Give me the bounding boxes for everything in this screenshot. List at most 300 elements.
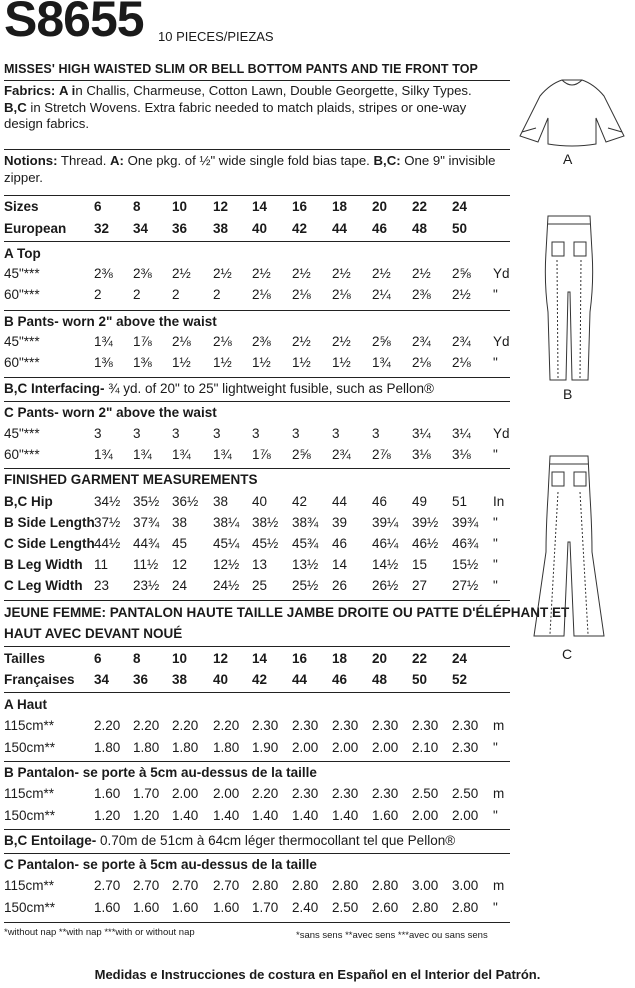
cell-value: 2¾ — [412, 334, 431, 349]
table-row — [0, 494, 520, 514]
cell-value: 2.70 — [213, 878, 240, 893]
cell-value: 2.50 — [412, 786, 439, 801]
cell-value: 12 — [213, 199, 229, 214]
cell-value: 26 — [332, 578, 348, 593]
divider — [4, 310, 510, 311]
row-label: 45"*** — [4, 266, 40, 281]
cell-value: 24 — [452, 199, 468, 214]
row-label: 115cm** — [4, 878, 55, 893]
cell-value: 1.60 — [133, 900, 160, 915]
cell-value: 42 — [252, 672, 268, 687]
table-row — [0, 515, 520, 535]
cell-value: 50 — [412, 672, 428, 687]
cell-value: 1¾ — [94, 447, 113, 462]
table-row — [0, 221, 520, 241]
table-row — [0, 536, 520, 556]
cell-value: 44¾ — [133, 536, 160, 551]
cell-value: 46 — [332, 672, 348, 687]
cell-value: 37½ — [94, 515, 121, 530]
unit-label: m — [493, 878, 505, 893]
unit-label: " — [493, 740, 498, 755]
cell-value: 32 — [94, 221, 110, 236]
row-label: 60"*** — [4, 447, 40, 462]
cell-value: 2¾ — [332, 447, 351, 462]
notions-block — [4, 153, 510, 186]
cell-value: 1¾ — [94, 334, 113, 349]
cell-value: 2⅜ — [412, 287, 431, 302]
cell-value: 2.30 — [412, 718, 439, 733]
top-a-illustration — [516, 70, 628, 150]
pattern-number: S8655 — [4, 0, 144, 47]
cell-value: 38½ — [252, 515, 279, 530]
cell-value: 2½ — [292, 266, 311, 281]
cell-value: 2.30 — [452, 740, 479, 755]
cell-value: 1.80 — [133, 740, 160, 755]
cell-value: 2.00 — [412, 808, 439, 823]
unit-label: Yd — [493, 334, 510, 349]
cell-value: 10 — [172, 199, 188, 214]
cell-value: 2 — [172, 287, 180, 302]
cell-value: 44½ — [94, 536, 121, 551]
footnote-french: *sans sens **avec sens ***avec ou sans sens — [296, 930, 488, 941]
cell-value: 2⅞ — [372, 447, 391, 462]
row-label: B Leg Width — [4, 557, 83, 572]
cell-value: 1¾ — [372, 355, 391, 370]
cell-value: 6 — [94, 199, 102, 214]
cell-value: 1¾ — [133, 447, 152, 462]
cell-value: 2½ — [412, 266, 431, 281]
cell-value: 2.80 — [372, 878, 399, 893]
divider — [4, 401, 510, 402]
cell-value: 2⅛ — [172, 334, 191, 349]
bc-interfacing — [4, 381, 510, 398]
cell-value: 2⅝ — [372, 334, 391, 349]
pieces-count: 10 PIECES/PIEZAS — [158, 29, 274, 44]
cell-value: 37¾ — [133, 515, 160, 530]
cell-value: 1.80 — [94, 740, 121, 755]
unit-label: " — [493, 557, 498, 572]
cell-value: 2⅝ — [452, 266, 471, 281]
cell-value: 3 — [292, 426, 300, 441]
divider — [4, 80, 510, 81]
cell-value: 1½ — [292, 355, 311, 370]
spanish-instructions-note: Medidas e Instrucciones de costura en Español en el Interior del Patrón. — [94, 967, 541, 982]
cell-value: 2½ — [372, 266, 391, 281]
bc-entoilage-text: 0.70m de 51cm à 64cm léger thermocollant tel que Pellon® — [96, 833, 456, 848]
cell-value: 45¼ — [213, 536, 240, 551]
fabrics-bc-label: B,C — [4, 99, 27, 115]
figure-a-label: A — [563, 151, 573, 167]
figure-c-label: C — [562, 646, 573, 662]
table-row — [0, 287, 520, 307]
cell-value: 2.80 — [332, 878, 359, 893]
cell-value: 3 — [94, 426, 102, 441]
cell-value: 46¾ — [452, 536, 479, 551]
b-pants-title: B Pants- worn 2" above the waist — [4, 314, 217, 329]
cell-value: 40 — [213, 672, 229, 687]
cell-value: 2½ — [172, 266, 191, 281]
cell-value: 38 — [213, 494, 229, 509]
cell-value: 2.80 — [252, 878, 279, 893]
cell-value: 1.20 — [133, 808, 160, 823]
cell-value: 12½ — [213, 557, 240, 572]
cell-value: 3.00 — [452, 878, 479, 893]
cell-value: 3 — [332, 426, 340, 441]
bc-interfacing-label: B,C Interfacing- — [4, 381, 105, 396]
cell-value: 18 — [332, 199, 348, 214]
cell-value: 40 — [252, 221, 268, 236]
table-row — [0, 266, 520, 286]
cell-value: 12 — [213, 651, 229, 666]
cell-value: 10 — [172, 651, 188, 666]
cell-value: 1⅜ — [133, 355, 152, 370]
french-title-line2: HAUT AVEC DEVANT NOUÉ — [4, 626, 183, 641]
cell-value: 1.40 — [172, 808, 199, 823]
cell-value: 8 — [133, 651, 141, 666]
cell-value: 22 — [412, 199, 428, 214]
row-label: 115cm** — [4, 786, 55, 801]
row-label: 45"*** — [4, 426, 40, 441]
unit-label: " — [493, 515, 498, 530]
cell-value: 1.40 — [252, 808, 279, 823]
cell-value: 27½ — [452, 578, 479, 593]
cell-value: 45¾ — [292, 536, 319, 551]
unit-label: " — [493, 536, 498, 551]
cell-value: 1⅜ — [94, 355, 113, 370]
row-label: 150cm** — [4, 900, 56, 915]
cell-value: 48 — [412, 221, 428, 236]
fabrics-label: Fabrics: — [4, 83, 56, 98]
cell-value: 50 — [452, 221, 468, 236]
cell-value: 2.70 — [133, 878, 160, 893]
cell-value: 2⅛ — [452, 355, 471, 370]
cell-value: 46 — [372, 494, 388, 509]
cell-value: 36 — [172, 221, 188, 236]
cell-value: 38 — [213, 221, 229, 236]
row-label: C Leg Width — [4, 578, 83, 593]
row-label: 60"*** — [4, 355, 40, 370]
cell-value: 22 — [412, 651, 428, 666]
cell-value: 39½ — [412, 515, 439, 530]
cell-value: 2.00 — [172, 786, 199, 801]
notions-a-label: A: — [110, 153, 124, 168]
cell-value: 39¼ — [372, 515, 399, 530]
cell-value: 3 — [133, 426, 141, 441]
cell-value: 2.00 — [292, 740, 319, 755]
cell-value: 3¼ — [452, 426, 471, 441]
unit-label: " — [493, 287, 498, 302]
cell-value: 3 — [172, 426, 180, 441]
cell-value: 2.00 — [213, 786, 240, 801]
unit-label: " — [493, 900, 498, 915]
bc-entoilage — [4, 833, 510, 850]
cell-value: 38 — [172, 515, 188, 530]
cell-value: 2½ — [213, 266, 232, 281]
cell-value: 2.30 — [292, 786, 319, 801]
divider — [4, 195, 510, 196]
cell-value: 1½ — [172, 355, 191, 370]
bc-interfacing-text: ¾ yd. of 20" to 25" lightweight fusible, such as Pellon® — [104, 381, 434, 396]
divider — [4, 377, 510, 378]
row-label: B,C Hip — [4, 494, 53, 509]
cell-value: 2.00 — [452, 808, 479, 823]
row-label: 45"*** — [4, 334, 40, 349]
cell-value: 1.20 — [94, 808, 121, 823]
c-pantalon-title: C Pantalon- se porte à 5cm au-dessus de la taille — [4, 857, 317, 872]
cell-value: 36 — [133, 672, 149, 687]
table-row — [0, 900, 520, 920]
cell-value: 2.70 — [94, 878, 121, 893]
fabrics-a-text: n Challis, Charmeuse, Cotton Lawn, Double Georgette, Silky Types. — [75, 83, 472, 98]
cell-value: 40 — [252, 494, 268, 509]
cell-value: 2⅛ — [332, 287, 351, 302]
cell-value: 1.70 — [252, 900, 279, 915]
fabrics-line3: design fabrics. — [4, 116, 90, 131]
a-top-title: A Top — [4, 246, 41, 261]
divider — [4, 241, 510, 242]
cell-value: 2¼ — [372, 287, 391, 302]
table-row — [0, 878, 520, 898]
cell-value: 3⅛ — [412, 447, 431, 462]
cell-value: 2.10 — [412, 740, 439, 755]
divider — [4, 692, 510, 693]
cell-value: 15½ — [452, 557, 479, 572]
cell-value: 2¾ — [452, 334, 471, 349]
fabrics-bc-text: in Stretch Wovens. Extra fabric needed to match plaids, stripes or one-way — [26, 99, 467, 115]
cell-value: 2⅛ — [252, 287, 271, 302]
cell-value: 13½ — [292, 557, 319, 572]
cell-value: 2⅛ — [412, 355, 431, 370]
divider — [4, 853, 510, 854]
cell-value: 34 — [94, 672, 110, 687]
b-pantalon-title: B Pantalon- se porte à 5cm au-dessus de la taille — [4, 765, 317, 780]
table-row — [0, 334, 520, 354]
cell-value: 34½ — [94, 494, 121, 509]
cell-value: 2.20 — [252, 786, 279, 801]
notions-text: Thread. — [57, 153, 111, 168]
unit-label: Yd — [493, 426, 510, 441]
cell-value: 2.20 — [172, 718, 199, 733]
cell-value: 36½ — [172, 494, 199, 509]
cell-value: 1.60 — [94, 786, 121, 801]
finished-title: FINISHED GARMENT MEASUREMENTS — [4, 472, 258, 487]
unit-label: " — [493, 355, 498, 370]
cell-value: 52 — [452, 672, 468, 687]
cell-value: 34 — [133, 221, 149, 236]
cell-value: 2.50 — [332, 900, 359, 915]
row-label: 150cm** — [4, 740, 56, 755]
table-row — [0, 578, 520, 598]
fabrics-block — [4, 83, 510, 133]
cell-value: 2⅛ — [213, 334, 232, 349]
cell-value: 2 — [213, 287, 221, 302]
cell-value: 2.30 — [332, 786, 359, 801]
cell-value: 2.30 — [332, 718, 359, 733]
row-label: 115cm** — [4, 718, 55, 733]
unit-label: " — [493, 808, 498, 823]
cell-value: 1.60 — [372, 808, 399, 823]
cell-value: 1.80 — [172, 740, 199, 755]
cell-value: 13 — [252, 557, 268, 572]
cell-value: 3⅛ — [452, 447, 471, 462]
notions-label: Notions: — [4, 153, 58, 168]
cell-value: 42 — [292, 494, 308, 509]
cell-value: 1.80 — [213, 740, 240, 755]
pants-c-illustration — [530, 452, 610, 642]
cell-value: 44 — [292, 672, 308, 687]
divider — [4, 829, 510, 830]
cell-value: 25 — [252, 578, 268, 593]
cell-value: 2.30 — [292, 718, 319, 733]
cell-value: 2⅜ — [94, 266, 113, 281]
unit-label: In — [493, 494, 505, 509]
french-title-line1: JEUNE FEMME: PANTALON HAUTE TAILLE JAMBE DROITE OU PATTE D'ÉLÉPHANT ET — [4, 605, 570, 620]
cell-value: 42 — [292, 221, 308, 236]
cell-value: 1½ — [213, 355, 232, 370]
cell-value: 20 — [372, 651, 388, 666]
row-label: 150cm** — [4, 808, 56, 823]
cell-value: 38¾ — [292, 515, 319, 530]
divider — [4, 922, 510, 923]
cell-value: 1.70 — [133, 786, 160, 801]
cell-value: 48 — [372, 672, 388, 687]
cell-value: 2½ — [332, 266, 351, 281]
bc-entoilage-label: B,C Entoilage- — [4, 833, 97, 848]
divider — [4, 761, 510, 762]
cell-value: 1.60 — [213, 900, 240, 915]
cell-value: 2⅜ — [133, 266, 152, 281]
cell-value: 2.20 — [213, 718, 240, 733]
cell-value: 1.60 — [172, 900, 199, 915]
unit-label: " — [493, 578, 498, 593]
a-haut-title: A Haut — [4, 697, 47, 712]
cell-value: 16 — [292, 651, 308, 666]
divider — [4, 600, 510, 601]
row-label: Françaises — [4, 672, 75, 687]
table-row — [0, 557, 520, 577]
cell-value: 1½ — [332, 355, 351, 370]
cell-value: 8 — [133, 199, 141, 214]
table-row — [0, 447, 520, 467]
cell-value: 2½ — [452, 287, 471, 302]
cell-value: 27 — [412, 578, 428, 593]
cell-value: 1.90 — [252, 740, 279, 755]
cell-value: 2.30 — [452, 718, 479, 733]
cell-value: 2 — [94, 287, 102, 302]
cell-value: 1⅞ — [252, 447, 271, 462]
cell-value: 2.00 — [372, 740, 399, 755]
cell-value: 2.30 — [372, 786, 399, 801]
cell-value: 6 — [94, 651, 102, 666]
cell-value: 44 — [332, 221, 348, 236]
table-row — [0, 786, 520, 806]
row-label: 60"*** — [4, 287, 40, 302]
table-row — [0, 355, 520, 375]
cell-value: 1¾ — [213, 447, 232, 462]
cell-value: 1.60 — [94, 900, 121, 915]
cell-value: 2.00 — [332, 740, 359, 755]
table-row — [0, 740, 520, 760]
divider — [4, 149, 510, 150]
cell-value: 24 — [452, 651, 468, 666]
table-row — [0, 808, 520, 828]
table-row — [0, 718, 520, 738]
c-pants-title: C Pants- worn 2" above the waist — [4, 405, 217, 420]
fabrics-a-label: A i — [58, 83, 76, 98]
cell-value: 38 — [172, 672, 188, 687]
cell-value: 2.40 — [292, 900, 319, 915]
cell-value: 3.00 — [412, 878, 439, 893]
cell-value: 14 — [252, 199, 268, 214]
cell-value: 44 — [332, 494, 348, 509]
cell-value: 2⅝ — [292, 447, 311, 462]
cell-value: 35½ — [133, 494, 160, 509]
row-label: B Side Length — [4, 515, 95, 530]
cell-value: 1¾ — [172, 447, 191, 462]
cell-value: 46 — [372, 221, 388, 236]
cell-value: 12 — [172, 557, 188, 572]
table-row — [0, 199, 520, 219]
cell-value: 1.40 — [332, 808, 359, 823]
cell-value: 20 — [372, 199, 388, 214]
pattern-title: MISSES' HIGH WAISTED SLIM OR BELL BOTTOM PANTS AND TIE FRONT TOP — [4, 62, 478, 76]
cell-value: 1⅞ — [133, 334, 152, 349]
unit-label: " — [493, 447, 498, 462]
cell-value: 2.60 — [372, 900, 399, 915]
divider — [4, 646, 510, 647]
cell-value: 14 — [332, 557, 348, 572]
cell-value: 45 — [172, 536, 188, 551]
cell-value: 45½ — [252, 536, 279, 551]
row-label: European — [4, 221, 67, 236]
notions-text: One 9" invisible — [400, 153, 496, 168]
notions-line2: zipper. — [4, 169, 43, 185]
cell-value: 1.40 — [213, 808, 240, 823]
table-row — [0, 426, 520, 446]
cell-value: 2⅛ — [292, 287, 311, 302]
row-label: Sizes — [4, 199, 39, 214]
cell-value: 2½ — [252, 266, 271, 281]
notions-text: One pkg. of ½" wide single fold bias tape. — [123, 153, 374, 168]
cell-value: 2½ — [332, 334, 351, 349]
table-row — [0, 672, 520, 692]
cell-value: 16 — [292, 199, 308, 214]
cell-value: 23½ — [133, 578, 160, 593]
cell-value: 2.30 — [252, 718, 279, 733]
cell-value: 2.70 — [172, 878, 199, 893]
cell-value: 51 — [452, 494, 468, 509]
divider — [4, 468, 510, 469]
cell-value: 2.50 — [452, 786, 479, 801]
unit-label: Yd — [493, 266, 510, 281]
cell-value: 2.20 — [133, 718, 160, 733]
cell-value: 23 — [94, 578, 110, 593]
cell-value: 1½ — [252, 355, 271, 370]
cell-value: 2 — [133, 287, 141, 302]
cell-value: 3 — [252, 426, 260, 441]
cell-value: 14½ — [372, 557, 399, 572]
cell-value: 2.80 — [412, 900, 439, 915]
cell-value: 11 — [94, 557, 109, 572]
cell-value: 15 — [412, 557, 428, 572]
cell-value: 2.80 — [292, 878, 319, 893]
cell-value: 24½ — [213, 578, 240, 593]
notions-bc-label: B,C: — [373, 153, 401, 168]
row-label: Tailles — [4, 651, 46, 666]
row-label: C Side Length — [4, 536, 95, 551]
cell-value: 38¼ — [213, 515, 240, 530]
cell-value: 14 — [252, 651, 268, 666]
